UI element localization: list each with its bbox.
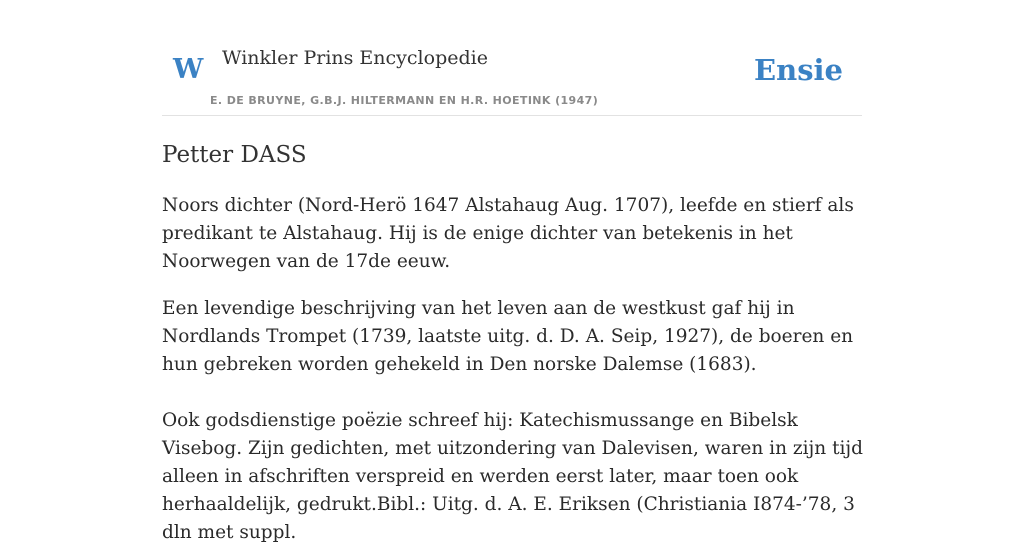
winkler-prins-logo[interactable]: W [173, 54, 204, 85]
site-header [162, 0, 862, 116]
article-body [162, 192, 872, 547]
site-title[interactable]: Winkler Prins Encyclopedie [222, 47, 488, 69]
page [162, 0, 864, 543]
article-paragraph: Ook godsdienstige poëzie schreef hij: Katechismussange en Bibelsk Visebog. Zijn gedichten, met uitzondering van Dalevisen, waren in zijn tijd alleen in afschriften verspreid en werden eerst later, maar toen ook herhaaldelijk, gedrukt.Bibl.: Uitg. d. A. E. Eriksen (Christiania I874-’78, 3 dln met suppl. [162, 410, 864, 543]
authors-line: E. DE BRUYNE, G.B.J. HILTERMANN EN H.R. HOETINK (1947) [210, 94, 599, 107]
ensie-brand-logo[interactable]: Ensie [754, 53, 843, 87]
article-paragraph: Noors dichter (Nord-Herö 1647 Alstahaug Aug. 1707), leefde en stierf als predikant te Alstahaug. Hij is de enige dichter van betekenis in het Noorwegen van de 17de eeuw. [162, 195, 854, 272]
article-paragraph: Een levendige beschrijving van het leven aan de westkust gaf hij in Nordlands Trompet (1739, laatste uitg. d. D. A. Seip, 1927), de boeren en hun gebreken worden gehekeld in Den norske Dalemse (1683). [162, 298, 854, 375]
article-title: Petter DASS [162, 142, 307, 168]
